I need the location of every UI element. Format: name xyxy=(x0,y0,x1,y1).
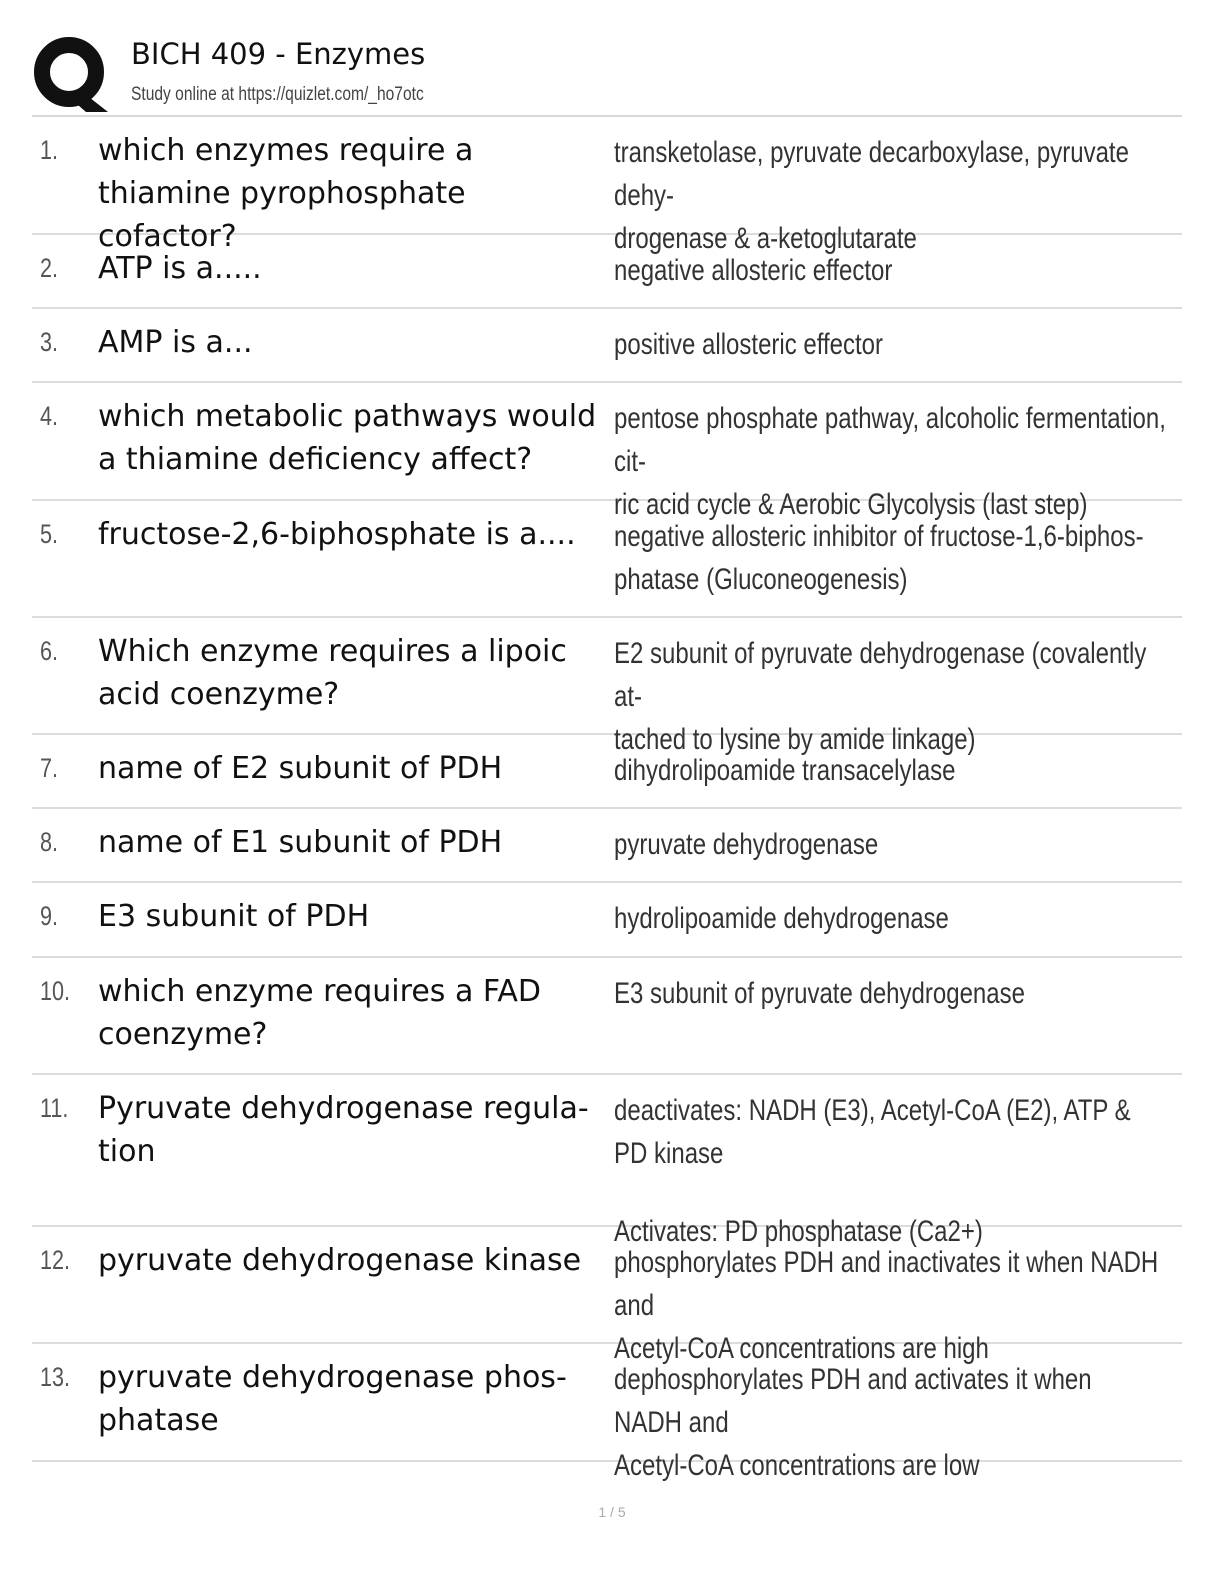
flashcard-row xyxy=(32,1075,1182,1248)
card-number: 1. xyxy=(40,135,59,165)
card-term: pyruvate dehydrogenase kinase xyxy=(98,1243,582,1278)
card-term: which enzymes require a thiamine pyrophosphate cofactor? xyxy=(98,133,474,254)
flashcard-row xyxy=(32,501,1182,618)
card-definition: hydrolipoamide dehydrogenase xyxy=(614,902,949,935)
card-definition: dihydrolipoamide transacelylase xyxy=(614,754,956,787)
card-definition: phosphorylates PDH and inactivates it when NADH and Acetyl-CoA concentrations are high xyxy=(614,1246,1159,1365)
flashcard-list xyxy=(32,117,1182,1482)
flashcard-row xyxy=(32,235,1182,309)
card-term: which enzyme requires a FAD coenzyme? xyxy=(98,974,541,1052)
flashcard-row xyxy=(32,735,1182,809)
card-definition: E3 subunit of pyruvate dehydrogenase xyxy=(614,977,1025,1010)
card-number: 7. xyxy=(40,753,59,783)
card-definition: pentose phosphate pathway, alcoholic fermentation, cit- ric acid cycle & Aerobic Glycolysis (last step) xyxy=(614,402,1166,521)
flashcard-row xyxy=(32,309,1182,383)
card-term: name of E1 subunit of PDH xyxy=(98,825,503,860)
card-number: 10. xyxy=(40,976,71,1006)
flashcard-row xyxy=(32,809,1182,883)
card-definition: pyruvate dehydrogenase xyxy=(614,828,879,861)
card-term: Pyruvate dehydrogenase regula- tion xyxy=(98,1091,589,1169)
card-term: which metabolic pathways would a thiamine deficiency affect? xyxy=(98,399,597,477)
card-definition: transketolase, pyruvate decarboxylase, pyruvate dehy- drogenase & a-ketoglutarate xyxy=(614,136,1129,255)
card-number: 9. xyxy=(40,901,59,931)
card-definition: dephosphorylates PDH and activates it when NADH and Acetyl-CoA concentrations are low xyxy=(614,1363,1092,1482)
card-definition: E2 subunit of pyruvate dehydrogenase (covalently at- tached to lysine by amide linkage) xyxy=(614,637,1147,756)
card-term: AMP is a... xyxy=(98,325,253,360)
card-number: 13. xyxy=(40,1362,71,1392)
card-definition: positive allosteric effector xyxy=(614,328,884,361)
card-term: pyruvate dehydrogenase phos- phatase xyxy=(98,1360,567,1438)
card-number: 12. xyxy=(40,1245,71,1275)
card-term: fructose-2,6-biphosphate is a.... xyxy=(98,517,576,552)
flashcard-row xyxy=(32,618,1182,756)
flashcard-row xyxy=(32,1227,1182,1365)
study-online-link[interactable]: Study online at https://quizlet.com/_ho7otc xyxy=(131,84,424,105)
card-term: Which enzyme requires a lipoic acid coenzyme? xyxy=(98,634,567,712)
page-header xyxy=(32,32,1182,116)
card-number: 2. xyxy=(40,253,59,283)
card-term: E3 subunit of PDH xyxy=(98,899,370,934)
card-term: name of E2 subunit of PDH xyxy=(98,751,503,786)
card-number: 3. xyxy=(40,327,59,357)
card-definition: negative allosteric effector xyxy=(614,254,893,287)
card-number: 4. xyxy=(40,401,59,431)
card-number: 11. xyxy=(40,1093,69,1123)
flashcard-row xyxy=(32,958,1182,1075)
page-number: 1 / 5 xyxy=(598,1504,626,1520)
card-number: 8. xyxy=(40,827,59,857)
card-definition: negative allosteric inhibitor of fructose-1,6-biphos- phatase (Gluconeogenesis) xyxy=(614,520,1144,596)
page-title: BICH 409 - Enzymes xyxy=(131,37,426,71)
card-definition: deactivates: NADH (E3), Acetyl-CoA (E2), ATP & PD kinase Activates: PD phosphatase (Ca2+) xyxy=(614,1094,1131,1248)
quizlet-q-logo xyxy=(32,34,112,114)
flashcard-row xyxy=(32,883,1182,958)
flashcard-row xyxy=(32,1344,1182,1482)
flashcard-row xyxy=(32,383,1182,521)
card-term: ATP is a..... xyxy=(98,251,262,286)
card-number: 6. xyxy=(40,636,59,666)
card-number: 5. xyxy=(40,519,59,549)
flashcard-row xyxy=(32,117,1182,255)
